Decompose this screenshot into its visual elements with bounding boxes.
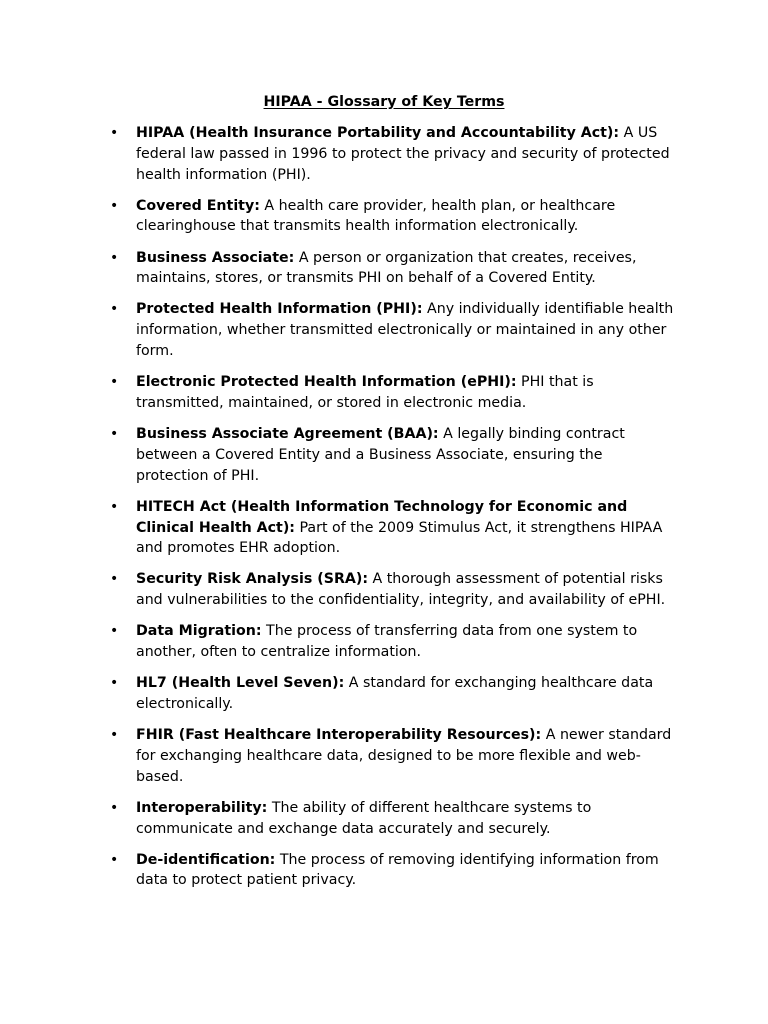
- page-title: HIPAA - Glossary of Key Terms: [263, 94, 505, 110]
- glossary-item: [110, 123, 676, 185]
- glossary-item: [110, 248, 676, 290]
- glossary-item: [110, 196, 676, 238]
- term-definition: The ability of different healthcare systems to communicate and exchange data accurately and securely.: [136, 799, 592, 837]
- term-name: HITECH Act (Health Information Technology for Economic and Clinical Health Act):: [136, 498, 628, 536]
- glossary-list: [0, 123, 676, 902]
- term-definition: A thorough assessment of potential risks and vulnerabilities to the confidentiality, integrity, and availability of ePHI.: [136, 571, 666, 609]
- bullet-icon: •: [110, 426, 119, 443]
- term-definition: The process of removing identifying information from data to protect patient privacy.: [136, 851, 659, 889]
- bullet-icon: •: [110, 727, 119, 744]
- term-name: Interoperability:: [136, 799, 268, 816]
- term-definition: The process of transferring data from one system to another, often to centralize information.: [136, 623, 638, 661]
- term-definition: A legally binding contract between a Covered Entity and a Business Associate, ensuring the protection of PHI.: [136, 426, 625, 484]
- term-definition: A US federal law passed in 1996 to protect the privacy and security of protected health information (PHI).: [136, 125, 670, 183]
- bullet-icon: •: [110, 675, 119, 692]
- term-name: HIPAA (Health Insurance Portability and Accountability Act):: [136, 125, 620, 141]
- term-name: De-identification:: [136, 851, 276, 868]
- term-definition: A newer standard for exchanging healthcare data, designed to be more flexible and web-based.: [136, 727, 672, 785]
- bullet-icon: •: [110, 374, 119, 391]
- term-definition: PHI that is transmitted, maintained, or stored in electronic media.: [136, 374, 594, 411]
- term-name: Data Migration:: [136, 623, 262, 640]
- term-name: Protected Health Information (PHI):: [136, 301, 423, 318]
- term-definition: Any individually identifiable health information, whether transmitted electronically or maintained in any other form.: [136, 301, 674, 360]
- glossary-item: [110, 424, 676, 486]
- glossary-item: [110, 725, 676, 787]
- term-name: Covered Entity:: [136, 197, 260, 214]
- term-name: Security Risk Analysis (SRA):: [136, 571, 369, 588]
- term-definition: A person or organization that creates, receives, maintains, stores, or transmits PHI on behalf of a Covered Entity.: [136, 249, 637, 287]
- glossary-item: [110, 569, 676, 611]
- term-name: HL7 (Health Level Seven):: [136, 675, 345, 692]
- bullet-icon: •: [110, 623, 119, 640]
- glossary-item: [110, 497, 676, 559]
- glossary-item: [110, 850, 676, 892]
- bullet-icon: •: [110, 799, 119, 816]
- glossary-item: [110, 621, 676, 663]
- glossary-item: [110, 673, 676, 715]
- glossary-item: [110, 372, 676, 414]
- bullet-icon: •: [110, 571, 119, 588]
- bullet-icon: •: [110, 498, 119, 515]
- glossary-item: [110, 798, 676, 840]
- bullet-icon: •: [110, 249, 119, 266]
- bullet-icon: •: [110, 197, 119, 214]
- term-definition: A standard for exchanging healthcare data electronically.: [136, 675, 654, 712]
- term-name: FHIR (Fast Healthcare Interoperability Resources):: [136, 727, 542, 744]
- bullet-icon: •: [110, 851, 119, 868]
- bullet-icon: •: [110, 125, 119, 141]
- term-definition: A health care provider, health plan, or healthcare clearinghouse that transmits health information electronically.: [136, 197, 616, 235]
- term-name: Business Associate Agreement (BAA):: [136, 426, 439, 443]
- term-name: Business Associate:: [136, 249, 295, 266]
- term-name: Electronic Protected Health Information (ePHI):: [136, 374, 517, 391]
- term-definition: Part of the 2009 Stimulus Act, it strengthens HIPAA and promotes EHR adoption.: [136, 519, 663, 557]
- bullet-icon: •: [110, 301, 119, 318]
- glossary-item: [110, 299, 676, 361]
